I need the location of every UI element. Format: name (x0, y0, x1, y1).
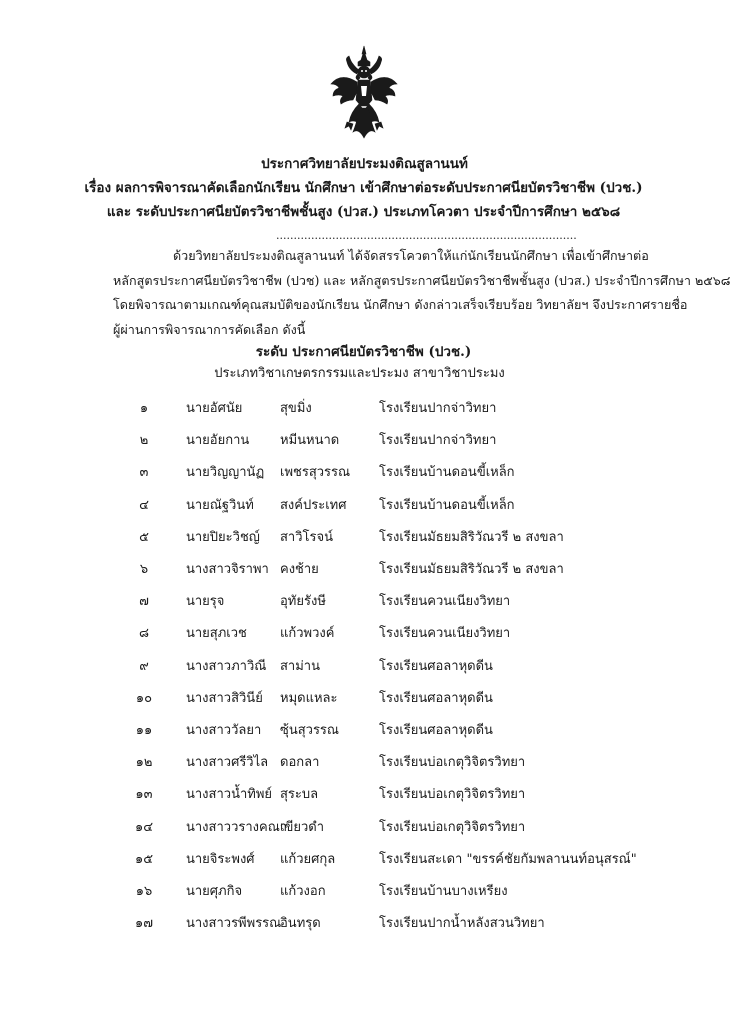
student-school: โรงเรียนบ่อเกตุวิจิตรวิทยา (379, 787, 526, 803)
student-school: โรงเรียนปากจ่าวิทยา (379, 401, 497, 416)
student-surname: สงค์ประเทศ (280, 497, 347, 513)
student-number: ๑๖ (135, 884, 153, 899)
student-school: โรงเรียนปากน้ำหลังสวนวิทยา (379, 916, 545, 932)
announcement-body (113, 244, 731, 342)
announcement-subject-cont: และ ระดับประกาศนียบัตรวิชาชีพชั้นสูง (ปวส.) ประเภทโควตา ประจำปีการศึกษา ๒๕๖๘ (106, 204, 621, 220)
student-surname: แก้วพวงค์ (280, 626, 335, 642)
garuda-emblem-icon (327, 44, 401, 140)
student-row (0, 687, 727, 713)
student-name: นางสาววัลยา (186, 723, 262, 738)
student-name: นางสาวศรีวิไล (186, 755, 269, 771)
student-row (0, 816, 727, 842)
student-row (0, 719, 727, 745)
student-number: ๑๗ (134, 916, 154, 932)
student-name: นางสาวน้ำทิพย์ (186, 787, 273, 803)
student-surname: อินทรุด (280, 916, 321, 932)
student-number: ๑ (139, 401, 149, 416)
announcement-header (0, 152, 727, 224)
student-name: นายณัฐวินท์ (186, 497, 254, 513)
student-name: นายรุจ (186, 594, 225, 610)
student-name: นายสุภเวช (186, 626, 247, 642)
student-school: โรงเรียนมัธยมสิริวัณวรี ๒ สงขลา (379, 562, 564, 577)
student-row (0, 622, 727, 648)
student-name: นายศุภกิจ (186, 884, 243, 899)
body-line-2: หลักสูตรประกาศนียบัตรวิชาชีพ (ปวช) และ หลักสูตรประกาศนียบัตรวิชาชีพชั้นสูง (ปวส.) ประจำปีการศึกษา ๒๕๖๘ (113, 272, 731, 288)
student-school: โรงเรียนบ่อเกตุวิจิตรวิทยา (379, 819, 526, 835)
student-school: โรงเรียนควนเนียงวิทยา (379, 594, 511, 610)
student-surname: หมีนหนาด (280, 433, 340, 449)
student-name: นายจิระพงศ์ (186, 851, 255, 867)
student-name: นายอัศนัย (186, 401, 243, 416)
student-school: โรงเรียนบ่อเกตุวิจิตรวิทยา (379, 755, 526, 771)
student-number: ๑๐ (135, 690, 153, 706)
announcement-subject: เรื่อง ผลการพิจารณาคัดเลือกนักเรียน นักศึกษา เข้าศึกษาต่อระดับประกาศนียบัตรวิชาชีพ (ปวช.) (84, 180, 643, 196)
separator-line: ...................................................................................... (276, 229, 577, 242)
student-row (0, 655, 727, 681)
student-name: นายอัยกาน (186, 433, 250, 449)
student-row (0, 912, 727, 938)
student-number: ๑๓ (135, 787, 153, 803)
student-school: โรงเรียนศอลาหุดดีน (379, 658, 493, 674)
student-school: โรงเรียนมัธยมสิริวัณวรี ๒ สงขลา (379, 529, 564, 545)
student-row (0, 397, 727, 423)
student-number: ๗ (139, 594, 149, 610)
student-row (0, 558, 727, 584)
student-number: ๑๕ (134, 851, 154, 867)
student-name: นางสาวจิราพา (186, 562, 269, 577)
student-number: ๒ (139, 433, 149, 449)
body-line-1: ด้วยวิทยาลัยประมงติณสูลานนท์ ได้จัดสรรโควตาให้แก่นักเรียนนักศึกษา เพื่อเข้าศึกษาต่อ (173, 248, 649, 263)
student-number: ๑๔ (134, 819, 154, 835)
announcement-title: ประกาศวิทยาลัยประมงติณสูลานนท์ (261, 156, 468, 172)
student-school: โรงเรียนควนเนียงวิทยา (379, 626, 511, 642)
program-heading: ประเภทวิชาเกษตรกรรมและประมง สาขาวิชาประมง (214, 366, 505, 381)
student-surname: แก้วงอก (280, 884, 326, 899)
student-surname: ดอกลา (280, 755, 320, 771)
student-row (0, 848, 727, 874)
student-row (0, 783, 727, 809)
student-name: นางสาวสิวินีย์ (186, 690, 263, 706)
student-row (0, 526, 727, 552)
student-number: ๔ (139, 497, 149, 513)
student-surname: เพชรสุวรรณ (280, 465, 351, 481)
body-line-3: โดยพิจารณาตามเกณฑ์คุณสมบัติของนักเรียน นักศึกษา ดังกล่าวเสร็จเรียบร้อย วิทยาลัยฯ จึงประกาศรายชื่อ (113, 297, 688, 313)
body-line-4: ผู้ผ่านการพิจารณาการคัดเลือก ดังนี้ (113, 321, 306, 337)
student-name: นางสาวรพีพรรณ (186, 916, 282, 932)
student-school: โรงเรียนบ้านบางเหรียง (379, 884, 508, 899)
student-school: โรงเรียนศอลาหุดดีน (379, 690, 493, 706)
student-number: ๘ (138, 626, 150, 642)
student-school: โรงเรียนปากจ่าวิทยา (379, 433, 497, 449)
student-school: โรงเรียนบ้านดอนขี้เหล็ก (379, 465, 515, 481)
student-row (0, 461, 727, 487)
student-surname: อุทัยรังษี (280, 594, 326, 610)
student-row (0, 880, 727, 906)
student-school: โรงเรียนสะเดา "ขรรค์ชัยกัมพลานนท์อนุสรณ์" (379, 851, 637, 867)
student-row (0, 429, 727, 455)
student-number: ๓ (139, 465, 149, 481)
level-heading: ระดับ ประกาศนียบัตรวิชาชีพ (ปวช.) (255, 344, 472, 360)
student-surname: สุระบล (280, 787, 319, 803)
student-name: นางสาวภาวิณี (186, 658, 267, 674)
student-surname: ซุ้นสุวรรณ (280, 723, 339, 738)
student-surname: หมุดแหละ (280, 690, 338, 706)
student-number: ๕ (139, 529, 149, 545)
student-school: โรงเรียนบ้านดอนขี้เหล็ก (379, 497, 515, 513)
student-number: ๖ (139, 562, 149, 577)
student-number: ๑๑ (135, 723, 153, 738)
student-row (0, 751, 727, 777)
student-name: นายวิญญานัฏ (186, 465, 265, 481)
student-row (0, 590, 727, 616)
student-surname: คงช้าย (280, 562, 319, 577)
student-name: นางสาววรางคณา (186, 819, 288, 835)
student-school: โรงเรียนศอลาหุดดีน (379, 723, 493, 738)
student-number: ๙ (139, 658, 149, 674)
student-name: นายปิยะวิชญ์ (186, 529, 260, 545)
student-surname: สาวิโรจน์ (280, 529, 334, 545)
student-number: ๑๒ (135, 755, 153, 771)
student-surname: สุขมิ่ง (280, 401, 312, 416)
student-surname: แก้วยศกุล (280, 851, 336, 867)
student-surname: เขียวดำ (280, 819, 324, 835)
student-row (0, 494, 727, 520)
student-surname: สาม่าน (280, 658, 320, 674)
